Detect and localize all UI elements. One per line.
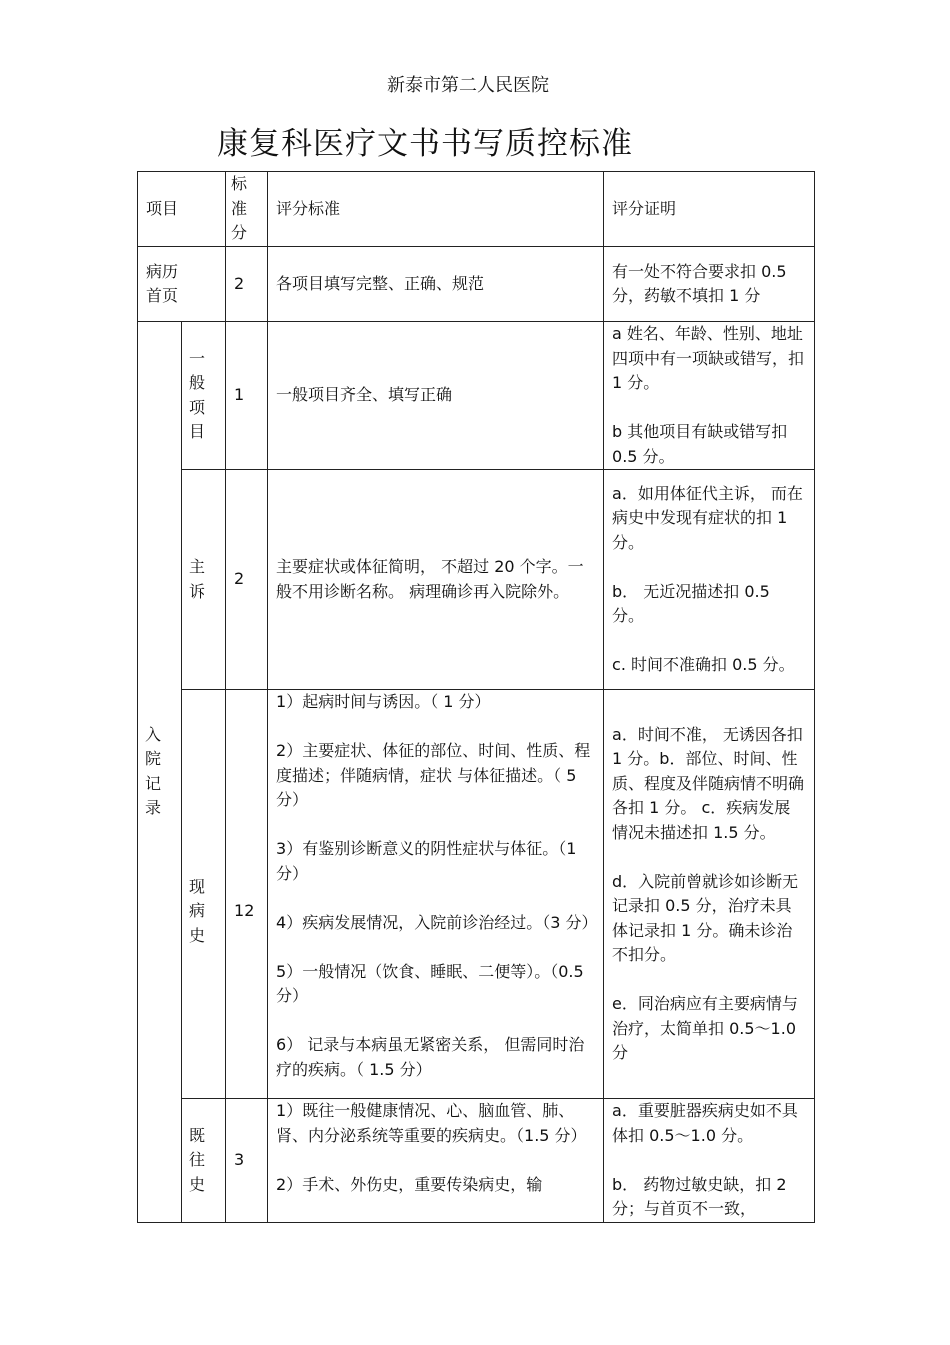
criteria-line: 5）一般情况（饮食、睡眠、二便等）。（0.5 分） [276, 961, 584, 1005]
table-row-past-history [138, 1099, 815, 1223]
score-cell: 12 [226, 690, 268, 1099]
criteria-line: 1）起病时间与诱因。（ 1 分） [276, 692, 491, 711]
proof-line: a 姓名、年龄、性别、地址四项中有一项缺或错写，扣 1 分。 [612, 324, 805, 392]
proof-cell: 有一处不符合要求扣 0.5 分，药敏不填扣 1 分 [604, 247, 815, 322]
criteria-line: 4）疾病发展情况，入院前诊治经过。（3 分） [276, 912, 598, 932]
item-cell [182, 322, 226, 470]
proof-line: b 其他项目有缺或错写扣 0.5 分。 [612, 422, 788, 466]
criteria-line: 2）主要症状、体征的部位、时间、性质、程度描述；伴随病情，症状 与体征描述。（ 5 分） [276, 741, 591, 809]
proof-line: d．入院前曾就诊如诊断无记录扣 0.5 分，治疗未具体记录扣 1 分。确未诊治不扣分。 [612, 871, 799, 964]
proof-line: c. 时间不准确扣 0.5 分。 [612, 655, 795, 674]
item-label: 主诉 [189, 557, 206, 601]
criteria-line: 2）手术、外伤史，重要传染病史，输 [276, 1174, 543, 1194]
proof-cell [604, 322, 815, 470]
table-row-complaint [138, 470, 815, 690]
criteria-cell: 主要症状或体征简明， 不超过 20 个字。一般不用诊断名称。 病理确诊再入院除外。 [268, 470, 604, 690]
proof-cell [604, 470, 815, 690]
proof-line: b． 药物过敏史缺，扣 2 分；与首页不一致， [612, 1174, 787, 1218]
proof-cell [604, 1099, 815, 1223]
score-cell: 3 [226, 1099, 268, 1223]
item-cell [138, 247, 226, 322]
item-label: 一般项目 [189, 348, 206, 441]
proof-cell [604, 690, 815, 1099]
item-cell [182, 470, 226, 690]
score-cell: 2 [226, 470, 268, 690]
proof-line: a．时间不准， 无诱因各扣 1 分。b．部位、时间、性质、程度及伴随病情不明确各扣 1 分。 c．疾病发展情况未描述扣 1.5 分。 [612, 724, 805, 842]
criteria-cell: 各项目填写完整、正确、规范 [268, 247, 604, 322]
header-criteria: 评分标准 [268, 172, 604, 247]
table-row-first-page [138, 247, 815, 322]
admission-group-label: 入院记录 [145, 724, 162, 818]
item-label: 既往史 [189, 1125, 206, 1194]
proof-line: a．重要脏器疾病史如不具体扣 0.5～1.0 分。 [612, 1101, 798, 1145]
item-cell [182, 690, 226, 1099]
quality-standard-table [137, 171, 815, 1223]
table-row-general [138, 322, 815, 470]
item-label: 现病史 [189, 876, 206, 945]
criteria-line: 1）既往一般健康情况、心、脑血管、肺、肾、内分泌系统等重要的疾病史。（1.5 分） [276, 1101, 587, 1145]
criteria-cell: 一般项目齐全、填写正确 [268, 322, 604, 470]
criteria-cell [268, 690, 604, 1099]
item-cell [182, 1099, 226, 1223]
hospital-name: 新泰市第二人民医院 [387, 75, 549, 96]
header-item: 项目 [138, 172, 226, 247]
admission-group-cell [138, 322, 182, 1223]
score-cell: 2 [226, 247, 268, 322]
proof-line: e．同治病应有主要病情与治疗，太简单扣 0.5～1.0 分 [612, 994, 798, 1062]
header-score-label: 标准分 [231, 174, 248, 243]
document-title: 康复科医疗文书书写质控标准 [217, 126, 633, 162]
header-score [226, 172, 268, 247]
proof-line: a．如用体征代主诉， 而在病史中发现有症状的扣 1 分。 [612, 483, 803, 552]
table-header-row [138, 172, 815, 247]
criteria-cell [268, 1099, 604, 1223]
proof-line: b． 无近况描述扣 0.5 分。 [612, 581, 770, 625]
header-proof: 评分证明 [604, 172, 815, 247]
criteria-line: 3）有鉴别诊断意义的阴性症状与体征。（1 分） [276, 839, 577, 883]
table-row-present-history [138, 690, 815, 1099]
item-label: 病历首页 [146, 261, 179, 305]
criteria-line: 6） 记录与本病虽无紧密关系， 但需同时治疗的疾病。（ 1.5 分） [276, 1035, 585, 1079]
score-cell: 1 [226, 322, 268, 470]
